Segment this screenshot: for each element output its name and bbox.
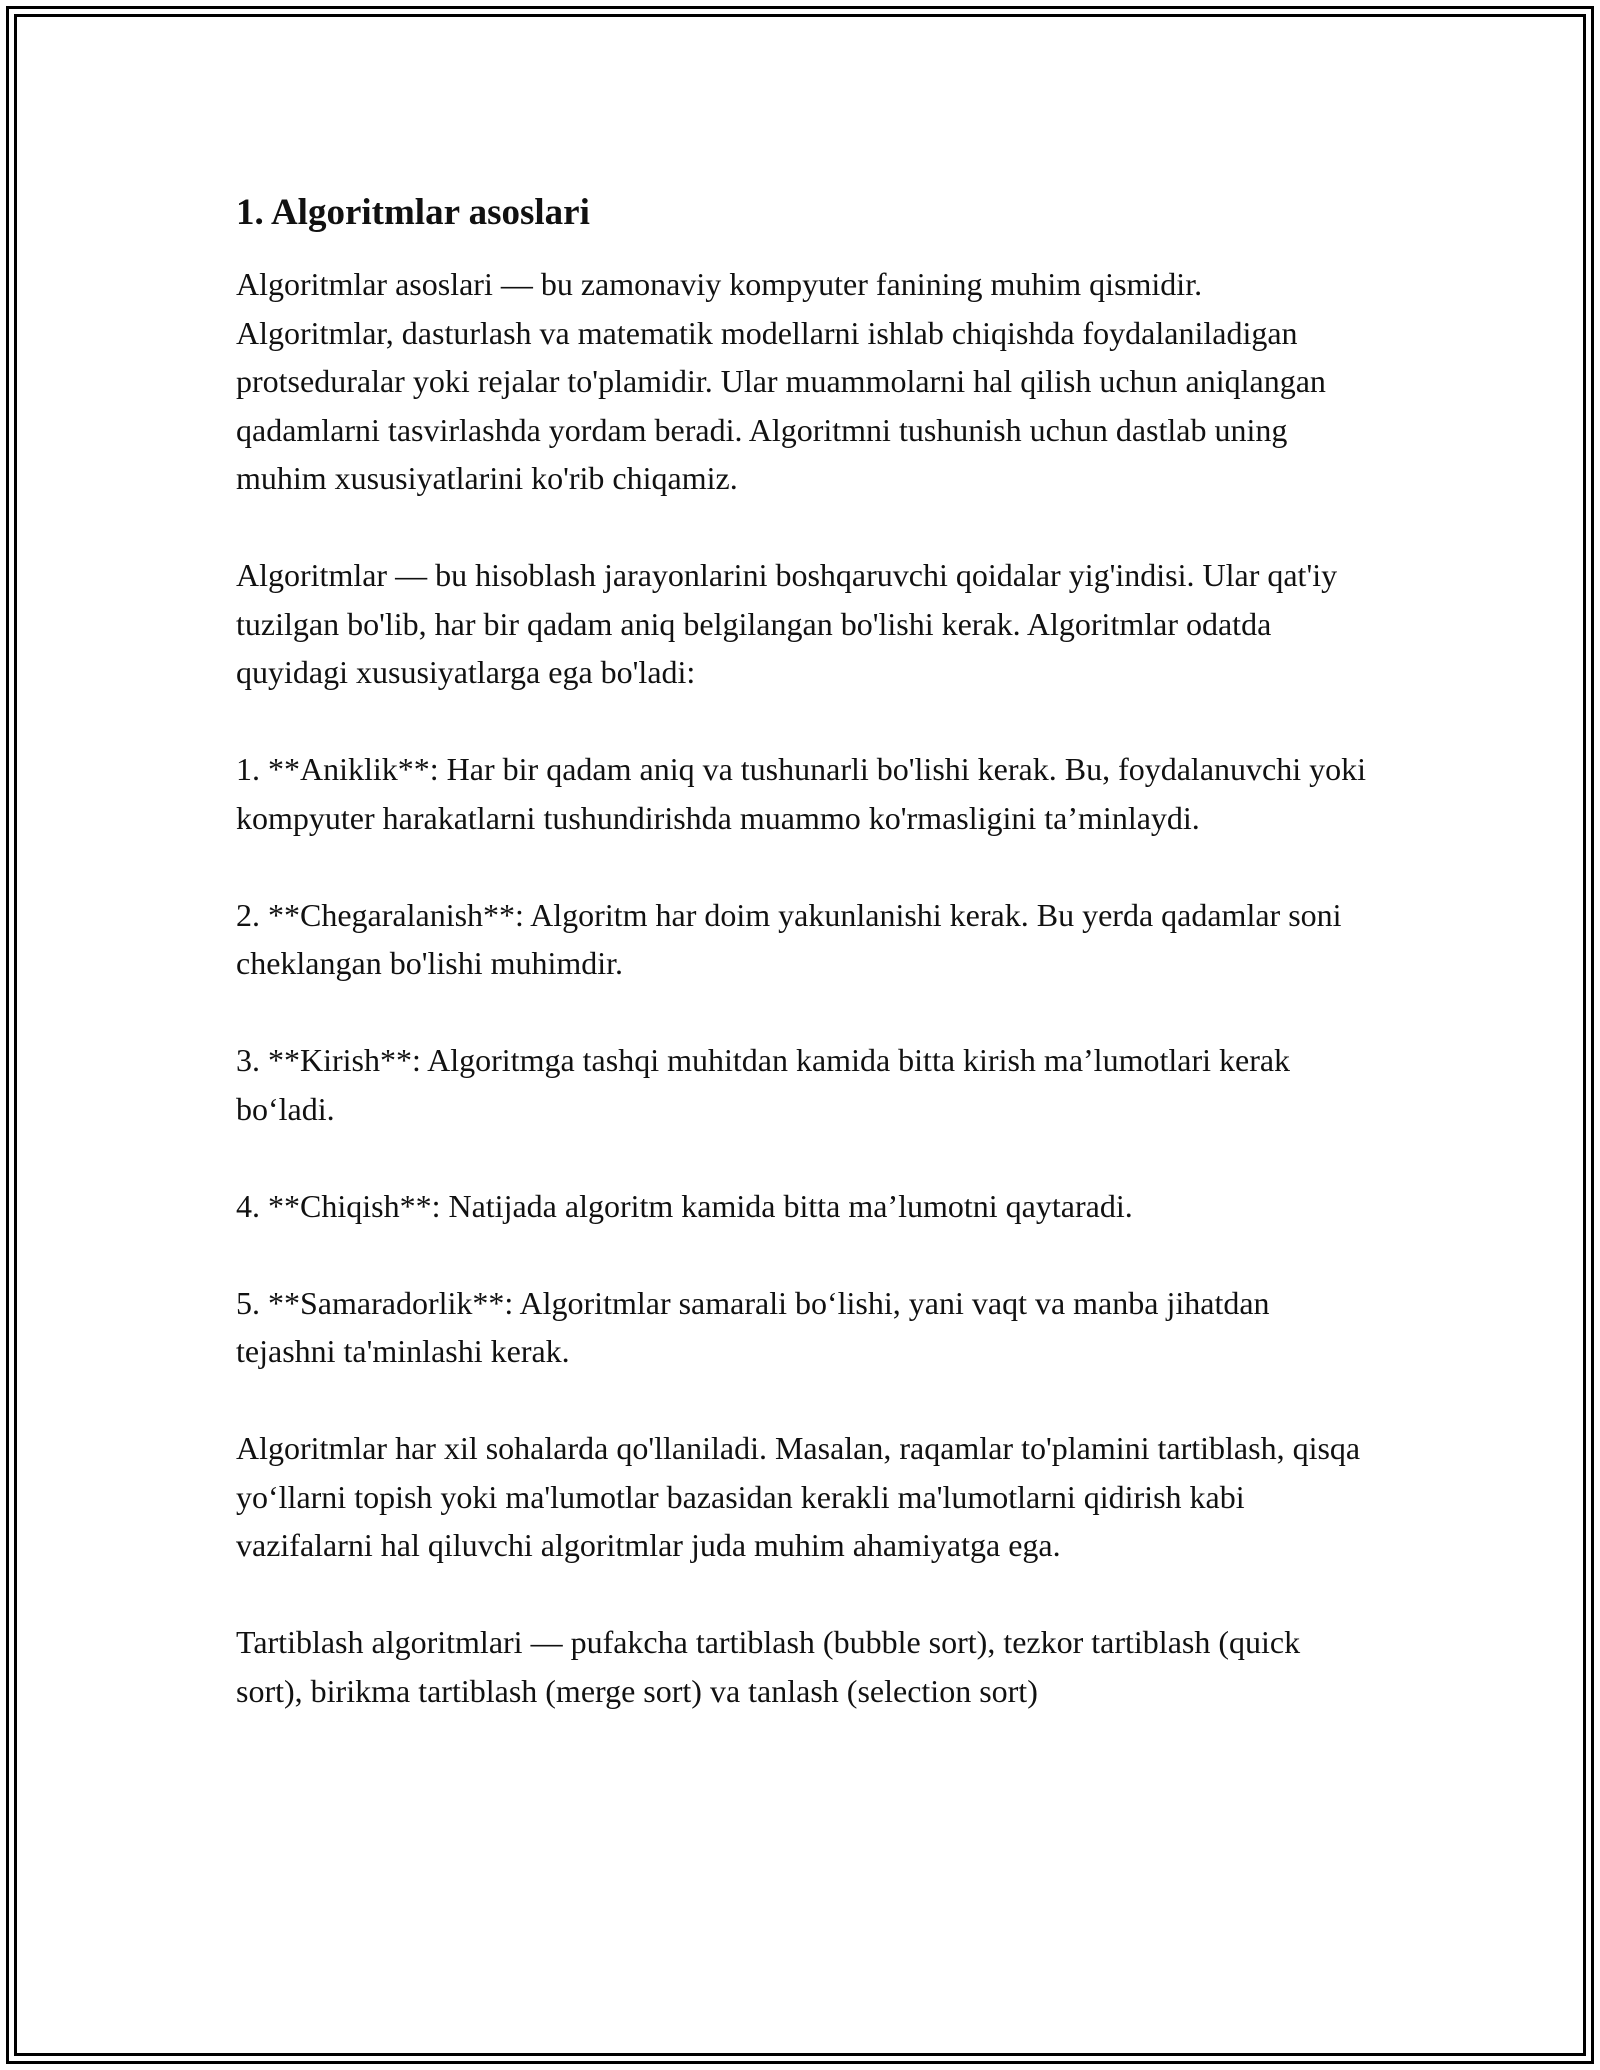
paragraph-applications: Algoritmlar har xil sohalarda qo'llaniladi. Masalan, raqamlar to'plamini tartiblash, qisqa yo‘llarni topish yoki ma'lumotlar bazasidan kerakli ma'lumotlarni qidirish kabi vazifalarni hal qiluvchi algoritmlar juda muhim ahamiyatga ega.: [236, 1430, 1361, 1563]
paragraph-definition: Algoritmlar — bu hisoblash jarayonlarini boshqaruvchi qoidalar yig'indisi. Ular qat'iy tuzilgan bo'lib, har bir qadam aniq belgilangan bo'lishi kerak. Algoritmlar odatda quyidagi xususiyatlarga ega bo'ladi:: [236, 557, 1338, 690]
paragraph-sorting: Tartiblash algoritmlari — pufakcha tartiblash (bubble sort), tezkor tartiblash (quick sort), birikma tartiblash (merge sort) va tanlash (selection sort): [236, 1624, 1301, 1709]
document-body: [236, 188, 1366, 1715]
paragraph-intro: Algoritmlar asoslari — bu zamonaviy kompyuter fanining muhim qismidir. Algoritmlar, dasturlash va matematik modellarni ishlab chiqishda foydalaniladigan protseduralar yoki rejalar to'plamidir. Ular muammolarni hal qilish uchun aniqlangan qadamlarni tasvirlashda yordam beradi. Algoritmni tushunish uchun dastlab uning muhim xususiyatlarini ko'rib chiqamiz.: [236, 266, 1326, 496]
list-item-aniklik: 1. **Aniklik**: Har bir qadam aniq va tushunarli bo'lishi kerak. Bu, foydalanuvchi yoki kompyuter harakatlarni tushundirishda muammo ko'rmasligini ta’minlaydi.: [236, 751, 1366, 836]
page-title: 1. Algoritmlar asoslari: [236, 192, 590, 233]
list-item-kirish: 3. **Kirish**: Algoritmga tashqi muhitdan kamida bitta kirish ma’lumotlari kerak bo‘ladi.: [236, 1042, 1291, 1127]
list-item-chegaralanish: 2. **Chegaralanish**: Algoritm har doim yakunlanishi kerak. Bu yerda qadamlar soni cheklangan bo'lishi muhimdir.: [236, 896, 1342, 981]
list-item-samaradorlik: 5. **Samaradorlik**: Algoritmlar samarali bo‘lishi, yani vaqt va manba jihatdan tejashni ta'minlashi kerak.: [236, 1284, 1270, 1369]
list-item-chiqish: 4. **Chiqish**: Natijada algoritm kamida bitta ma’lumotni qaytaradi.: [236, 1187, 1133, 1224]
